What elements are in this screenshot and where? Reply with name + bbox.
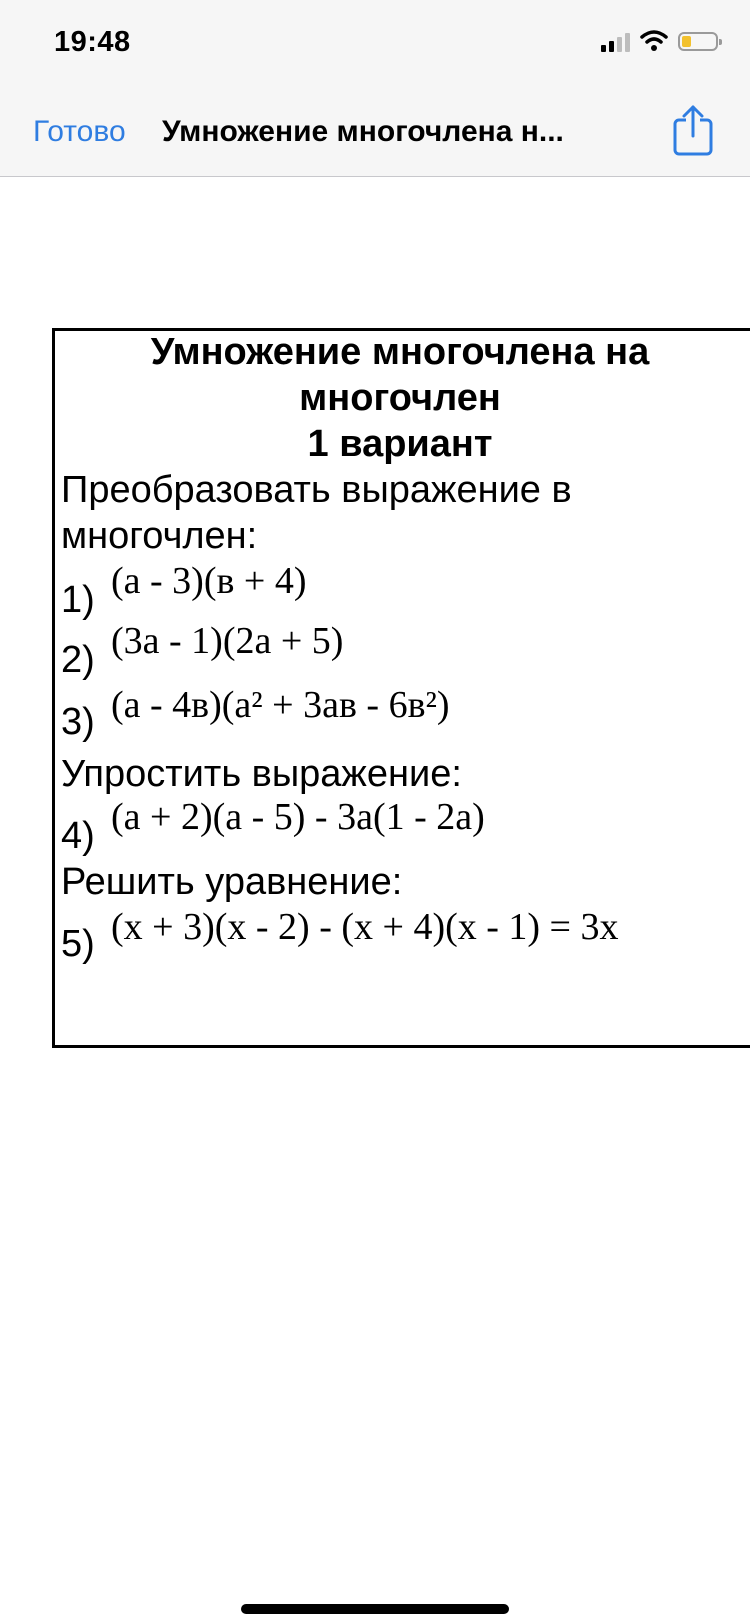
done-button[interactable]: Готово [33, 115, 126, 148]
instruction-solve: Решить уравнение: [61, 861, 403, 903]
cellular-signal-icon [601, 30, 630, 52]
task-number-5: 5) [61, 923, 95, 965]
worksheet-variant: 1 вариант [307, 423, 493, 465]
battery-icon [678, 32, 718, 51]
task-expression-5: (x + 3)(x - 2) - (x + 4)(x - 1) = 3x [111, 906, 619, 948]
wifi-icon [640, 30, 668, 52]
task-expression-2: (3a - 1)(2a + 5) [111, 620, 344, 662]
worksheet-title-line-2: многочлен [299, 377, 501, 419]
task-number-3: 3) [61, 701, 95, 743]
task-expression-3: (a - 4в)(a² + 3aв - 6в²) [111, 684, 450, 726]
status-icons [601, 30, 718, 52]
instruction-transform-line-2: многочлен: [61, 515, 258, 557]
home-indicator[interactable] [241, 1604, 509, 1614]
worksheet-title-line-1: Умножение многочлена на [150, 331, 650, 373]
task-number-1: 1) [61, 579, 95, 621]
status-time: 19:48 [54, 26, 131, 58]
navigation-bar [0, 0, 750, 177]
instruction-transform-line-1: Преобразовать выражение в [61, 469, 572, 511]
task-expression-1: (a - 3)(в + 4) [111, 560, 307, 602]
instruction-simplify: Упростить выражение: [61, 753, 462, 795]
document-title: Умножение многочлена н... [162, 115, 564, 148]
task-number-4: 4) [61, 815, 95, 857]
document-page [52, 328, 750, 1048]
task-number-2: 2) [61, 639, 95, 681]
share-icon[interactable] [672, 104, 714, 156]
task-expression-4: (a + 2)(a - 5) - 3a(1 - 2a) [111, 796, 485, 838]
